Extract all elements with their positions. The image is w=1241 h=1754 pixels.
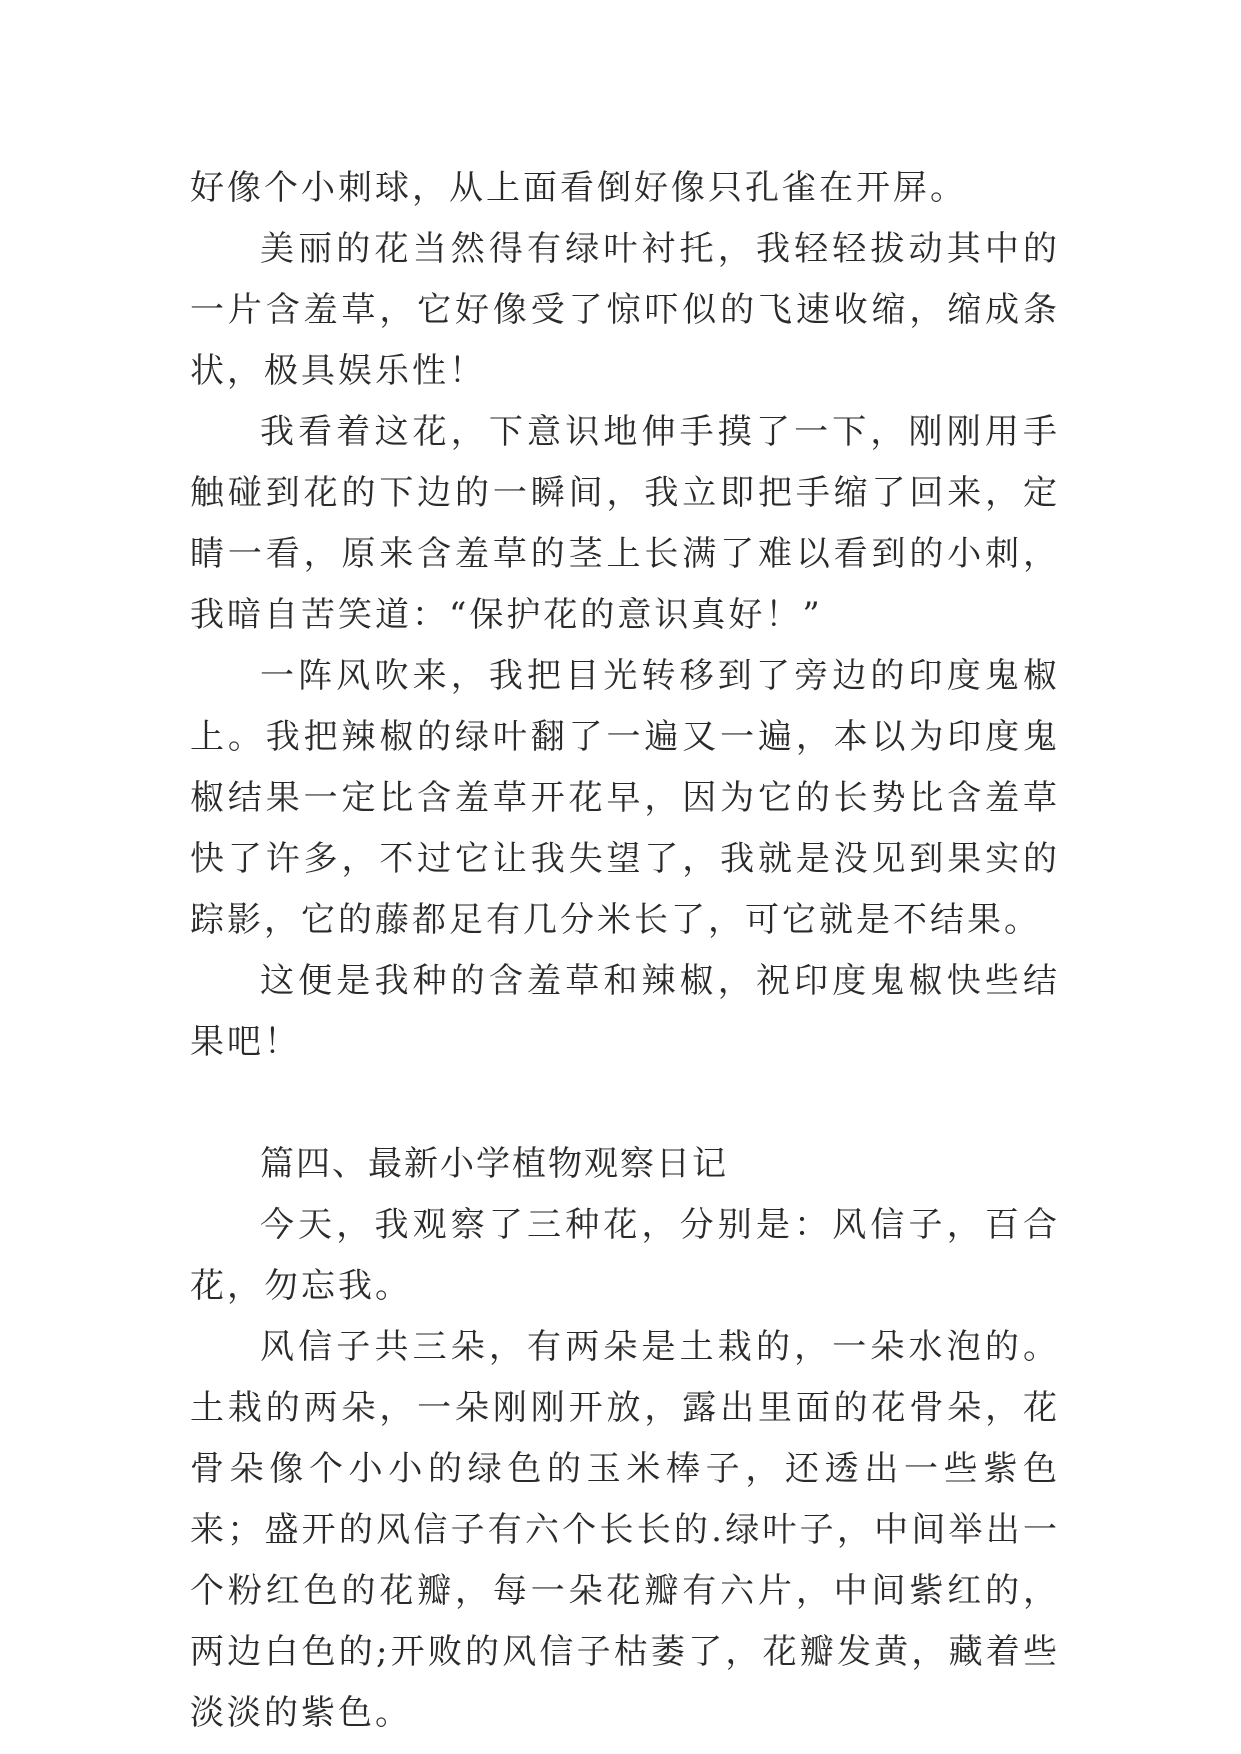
section-heading: 篇四、最新小学植物观察日记 — [260, 1144, 728, 1184]
paragraph-hyacinth: 风信子共三朵，有两朵是土栽的，一朵水泡的。土栽的两朵，一朵刚刚开放，露出里面的花骨朵，花骨朵像个小小的绿色的玉米棒子，还透出一些紫色来；盛开的风信子有六个长长的.绿叶子，中间举出一个粉红色的花瓣，每一朵花瓣有六片，中间紫红的，两边白色的;开败的风信子枯萎了，花瓣发黄，藏着些淡淡的紫色。 — [190, 1327, 1060, 1733]
section-spacer — [190, 1073, 1060, 1134]
paragraph-ghost-pepper: 一阵风吹来，我把目光转移到了旁边的印度鬼椒上。我把辣椒的绿叶翻了一遍又一遍，本以为印度鬼椒结果一定比含羞草开花早，因为它的长势比含羞草快了许多，不过它让我失望了，我就是没见到果实的踪影，它的藤都足有几分米长了，可它就是不结果。 — [190, 656, 1060, 940]
paragraph-mimosa-leaves: 美丽的花当然得有绿叶衬托，我轻轻拔动其中的一片含羞草，它好像受了惊吓似的飞速收缩，缩成条状，极具娱乐性！ — [190, 229, 1060, 391]
paragraph-continuation: 好像个小刺球，从上面看倒好像只孔雀在开屏。 — [190, 168, 967, 208]
paragraph-mimosa-thorns: 我看着这花，下意识地伸手摸了一下，刚刚用手触碰到花的下边的一瞬间，我立即把手缩了回来，定睛一看，原来含羞草的茎上长满了难以看到的小刺，我暗自苦笑道：“保护花的意识真好！” — [190, 412, 1060, 635]
paragraph-closing-wish: 这便是我种的含羞草和辣椒，祝印度鬼椒快些结果吧！ — [190, 961, 1060, 1062]
document-body — [190, 158, 1060, 1744]
paragraph-three-flowers: 今天，我观察了三种花，分别是：风信子，百合花，勿忘我。 — [190, 1205, 1060, 1306]
